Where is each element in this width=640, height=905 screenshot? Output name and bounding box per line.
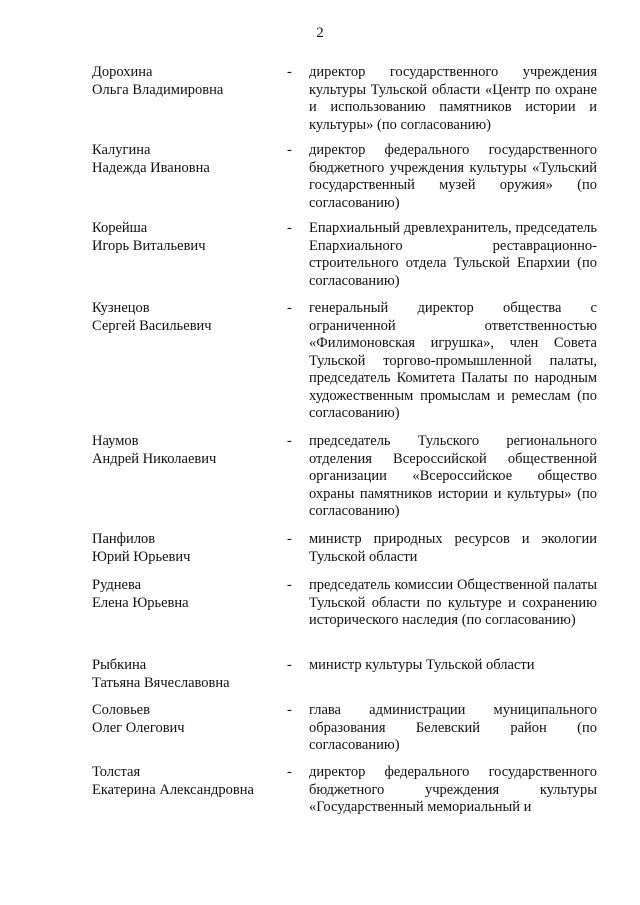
member-dash: - xyxy=(287,220,292,236)
member-surname: Панфилов xyxy=(92,531,156,547)
member-name xyxy=(92,702,282,737)
member-name xyxy=(92,577,282,612)
member-role: директор государственного учреждения культуры Тульской области «Центр по охране и использованию памятников истории и культуры» (по согласованию) xyxy=(309,64,597,133)
member-given-names: Игорь Витальевич xyxy=(92,237,206,254)
member-surname: Наумов xyxy=(92,433,139,449)
member-dash: - xyxy=(287,300,292,316)
member-entry xyxy=(92,142,602,220)
member-dash: - xyxy=(287,702,292,718)
member-dash: - xyxy=(287,577,292,593)
member-entry xyxy=(92,300,602,433)
member-role: Епархиальный древлехранитель, председатель Епархиального реставрационно-строительного отдела Тульской Епархии (по согласованию) xyxy=(309,220,597,289)
member-surname: Дорохина xyxy=(92,64,153,80)
member-entry xyxy=(92,702,602,764)
member-given-names: Юрий Юрьевич xyxy=(92,548,191,565)
member-dash: - xyxy=(287,531,292,547)
member-role: министр культуры Тульской области xyxy=(309,657,535,673)
member-surname: Толстая xyxy=(92,764,141,780)
member-dash: - xyxy=(287,433,292,449)
member-given-names: Сергей Васильевич xyxy=(92,317,212,334)
member-role: генеральный директор общества с ограниченной ответственностью «Филимоновская игрушка», член Совета Тульской торгово-промышленной палаты, председатель Комитета Палаты по народным художественным промыслам и ремеслам (по согласованию) xyxy=(309,300,597,421)
member-surname: Рыбкина xyxy=(92,657,147,673)
member-entry xyxy=(92,577,602,657)
members-list xyxy=(92,64,602,824)
member-entry xyxy=(92,531,602,577)
member-name xyxy=(92,531,282,566)
member-dash: - xyxy=(287,142,292,158)
member-surname: Руднева xyxy=(92,577,142,593)
member-entry xyxy=(92,433,602,531)
member-given-names: Надежда Ивановна xyxy=(92,159,210,176)
member-entry xyxy=(92,64,602,142)
member-role: директор федерального государственного бюджетного учреждения культуры «Государственный мемориальный и xyxy=(309,764,597,815)
member-surname: Корейша xyxy=(92,220,148,236)
member-surname: Соловьев xyxy=(92,702,150,718)
member-dash: - xyxy=(287,64,292,80)
member-name xyxy=(92,300,282,335)
member-surname: Калугина xyxy=(92,142,151,158)
member-given-names: Татьяна Вячеславовна xyxy=(92,674,230,691)
member-dash: - xyxy=(287,657,292,673)
member-name xyxy=(92,64,282,99)
member-entry xyxy=(92,220,602,300)
page-number: 2 xyxy=(316,25,324,41)
member-name xyxy=(92,764,282,799)
member-role: председатель Тульского регионального отделения Всероссийской общественной организации «Всероссийское общество охраны памятников истории и культуры» (по согласованию) xyxy=(309,433,597,519)
member-name xyxy=(92,142,282,177)
member-name xyxy=(92,433,282,468)
member-given-names: Екатерина Александровна xyxy=(92,781,254,798)
member-role: глава администрации муниципального образования Белевский район (по согласованию) xyxy=(309,702,597,753)
member-given-names: Олег Олегович xyxy=(92,719,185,736)
member-role: директор федерального государственного бюджетного учреждения культуры «Тульский государственный музей оружия» (по согласованию) xyxy=(309,142,597,211)
member-given-names: Андрей Николаевич xyxy=(92,450,217,467)
member-surname: Кузнецов xyxy=(92,300,150,316)
member-dash: - xyxy=(287,764,292,780)
member-role: министр природных ресурсов и экологии Тульской области xyxy=(309,531,597,565)
member-entry xyxy=(92,657,602,702)
member-name xyxy=(92,657,282,692)
member-entry xyxy=(92,764,602,824)
member-given-names: Елена Юрьевна xyxy=(92,594,189,611)
member-role: председатель комиссии Общественной палаты Тульской области по культуре и сохранению исторического наследия (по согласованию) xyxy=(309,577,597,628)
member-name xyxy=(92,220,282,255)
member-given-names: Ольга Владимировна xyxy=(92,81,224,98)
